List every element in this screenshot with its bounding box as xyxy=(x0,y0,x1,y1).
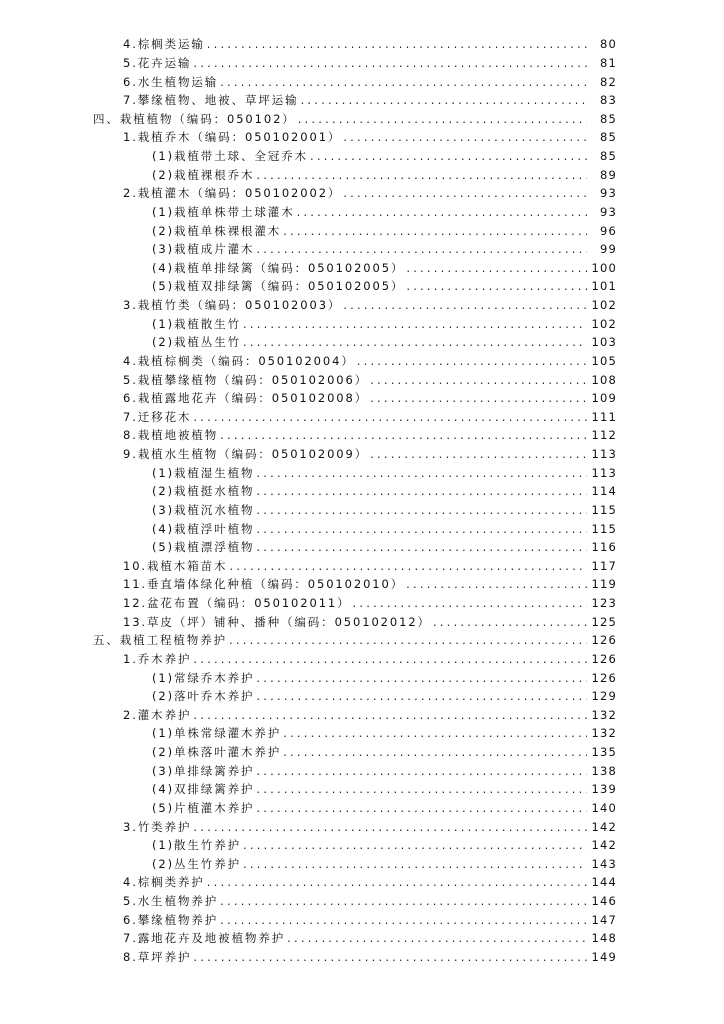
toc-entry-page-number: 140 xyxy=(591,800,617,815)
toc-entry-title: 1.栽植乔木（编码：050102001） xyxy=(123,130,342,145)
dot-leader xyxy=(241,857,587,871)
toc-entry-title: (1)栽植散生竹 xyxy=(152,316,241,331)
toc-entry-page-number: 109 xyxy=(591,391,617,406)
dot-leader xyxy=(341,130,587,144)
dot-leader xyxy=(341,186,587,200)
toc-entry-page-number: 99 xyxy=(599,242,617,257)
toc-entry[interactable] xyxy=(0,836,724,855)
toc-entry-title: 7.攀缘植物、地被、草坪运输 xyxy=(123,93,299,108)
toc-entry-page-number: 103 xyxy=(591,335,617,350)
toc-entry[interactable] xyxy=(0,333,724,352)
toc-entry-title: 5.栽植攀缘植物（编码：050102006） xyxy=(123,372,369,387)
toc-entry-title: (3)栽植沉水植物 xyxy=(152,502,255,517)
toc-entry[interactable] xyxy=(0,538,724,557)
dot-leader xyxy=(254,801,587,815)
toc-entry-title: (1)常绿乔木养护 xyxy=(152,670,255,685)
toc-entry-title: (1)栽植单株带土球灌木 xyxy=(152,204,295,219)
toc-entry[interactable] xyxy=(0,575,724,594)
dot-leader xyxy=(404,261,587,275)
dot-leader xyxy=(191,820,587,834)
toc-entry-page-number: 100 xyxy=(591,260,617,275)
toc-entry-page-number: 143 xyxy=(591,856,617,871)
toc-entry[interactable] xyxy=(0,743,724,762)
toc-entry[interactable] xyxy=(0,463,724,482)
toc-entry-page-number: 126 xyxy=(591,651,617,666)
toc-entry-title: 8.草坪养护 xyxy=(123,949,192,964)
toc-entry[interactable] xyxy=(0,314,724,333)
toc-entry[interactable] xyxy=(0,35,724,54)
toc-entry-title: (4)栽植浮叶植物 xyxy=(152,521,255,536)
toc-entry-title: 4.栽植棕榈类（编码：050102004） xyxy=(123,353,355,368)
toc-entry-title: (2)单株落叶灌木养护 xyxy=(152,745,282,760)
dot-leader xyxy=(254,764,587,778)
dot-leader xyxy=(295,205,587,219)
toc-entry-page-number: 126 xyxy=(591,670,617,685)
dot-leader xyxy=(218,428,587,442)
toc-entry-title: (1)栽植带土球、全冠乔木 xyxy=(152,149,308,164)
dot-leader xyxy=(254,671,587,685)
toc-entry[interactable] xyxy=(0,296,724,315)
toc-entry[interactable] xyxy=(0,147,724,166)
toc-entry[interactable] xyxy=(0,501,724,520)
dot-leader xyxy=(254,484,587,498)
toc-entry-page-number: 119 xyxy=(591,577,617,592)
toc-entry-page-number: 82 xyxy=(599,74,617,89)
dot-leader xyxy=(368,447,587,461)
toc-entry-title: (2)栽植单株裸根灌木 xyxy=(152,223,282,238)
toc-entry-title: 4.棕榈类运输 xyxy=(123,37,205,52)
toc-entry-title: 10.栽植木箱苗木 xyxy=(123,558,228,573)
dot-leader xyxy=(341,298,587,312)
dot-leader xyxy=(431,615,587,629)
toc-entry-page-number: 138 xyxy=(591,763,617,778)
toc-entry-title: 2.灌木养护 xyxy=(123,707,192,722)
toc-entry[interactable] xyxy=(0,631,724,650)
dot-leader xyxy=(227,633,587,647)
toc-entry-title: 2.栽植灌木（编码：050102002） xyxy=(123,186,342,201)
dot-leader xyxy=(241,838,587,852)
toc-entry[interactable] xyxy=(0,948,724,967)
toc-entry-page-number: 144 xyxy=(591,875,617,890)
toc-entry-title: (3)单排绿篱养护 xyxy=(152,763,255,778)
toc-entry-title: (5)栽植漂浮植物 xyxy=(152,540,255,555)
toc-entry-page-number: 149 xyxy=(591,949,617,964)
toc-entry-page-number: 93 xyxy=(599,186,617,201)
toc-entry-title: 4.棕榈类养护 xyxy=(123,875,205,890)
toc-entry-page-number: 105 xyxy=(591,353,617,368)
toc-entry-page-number: 113 xyxy=(591,447,617,462)
toc-entry[interactable] xyxy=(0,910,724,929)
toc-entry-page-number: 80 xyxy=(599,37,617,52)
toc-entry-title: (1)单株常绿灌木养护 xyxy=(152,726,282,741)
toc-entry-page-number: 102 xyxy=(591,298,617,313)
toc-entry-page-number: 93 xyxy=(599,204,617,219)
toc-entry-page-number: 147 xyxy=(591,912,617,927)
dot-leader xyxy=(191,56,587,70)
toc-entry-title: (4)双排绿篱养护 xyxy=(152,782,255,797)
dot-leader xyxy=(241,335,587,349)
dot-leader xyxy=(254,540,587,554)
toc-entry-page-number: 142 xyxy=(591,838,617,853)
toc-entry-title: 7.露地花卉及地被植物养护 xyxy=(123,931,286,946)
toc-entry-page-number: 85 xyxy=(599,111,617,126)
toc-entry-title: 6.水生植物运输 xyxy=(123,74,219,89)
toc-entry-title: (1)散生竹养护 xyxy=(152,838,241,853)
toc-entry-page-number: 108 xyxy=(591,372,617,387)
dot-leader xyxy=(254,242,587,256)
toc-entry-page-number: 101 xyxy=(591,279,617,294)
toc-entry[interactable] xyxy=(0,929,724,948)
toc-entry[interactable] xyxy=(0,687,724,706)
toc-entry-page-number: 81 xyxy=(599,55,617,70)
toc-entry[interactable] xyxy=(0,799,724,818)
toc-entry-title: 9.栽植水生植物（编码：050102009） xyxy=(123,447,369,462)
toc-entry-page-number: 135 xyxy=(591,745,617,760)
dot-leader xyxy=(241,317,587,331)
toc-entry-page-number: 115 xyxy=(591,502,617,517)
dot-leader xyxy=(254,168,587,182)
toc-entry[interactable] xyxy=(0,855,724,874)
toc-entry[interactable] xyxy=(0,184,724,203)
toc-entry-title: (2)栽植裸根乔木 xyxy=(152,167,255,182)
toc-entry-title: (2)落叶乔木养护 xyxy=(152,689,255,704)
dot-leader xyxy=(281,224,587,238)
dot-leader xyxy=(281,745,587,759)
toc-entry[interactable] xyxy=(0,54,724,73)
toc-entry-title: 6.攀缘植物养护 xyxy=(123,912,219,927)
dot-leader xyxy=(368,373,587,387)
toc-entry[interactable] xyxy=(0,612,724,631)
dot-leader xyxy=(355,354,587,368)
toc-entry[interactable] xyxy=(0,668,724,687)
toc-entry-page-number: 116 xyxy=(591,540,617,555)
toc-entry-page-number: 123 xyxy=(591,596,617,611)
toc-entry[interactable] xyxy=(0,408,724,427)
toc-entry[interactable] xyxy=(0,761,724,780)
toc-entry-page-number: 148 xyxy=(591,931,617,946)
toc-entry-title: 13.草皮（坪）铺种、播种（编码：050102012） xyxy=(123,614,431,629)
toc-entry-title: 5.水生植物养护 xyxy=(123,894,219,909)
toc-entry[interactable] xyxy=(0,426,724,445)
toc-entry[interactable] xyxy=(0,72,724,91)
table-of-contents xyxy=(0,35,724,966)
toc-entry[interactable] xyxy=(0,259,724,278)
dot-leader xyxy=(351,596,587,610)
toc-entry-title: (3)栽植成片灌木 xyxy=(152,242,255,257)
toc-entry-title: (5)片植灌木养护 xyxy=(152,800,255,815)
toc-entry[interactable] xyxy=(0,91,724,110)
toc-entry-page-number: 102 xyxy=(591,316,617,331)
toc-entry[interactable] xyxy=(0,817,724,836)
toc-entry-page-number: 85 xyxy=(599,130,617,145)
toc-entry-page-number: 83 xyxy=(599,93,617,108)
toc-entry-title: (2)丛生竹养护 xyxy=(152,856,241,871)
toc-entry[interactable] xyxy=(0,128,724,147)
toc-entry-page-number: 129 xyxy=(591,689,617,704)
toc-entry-page-number: 114 xyxy=(591,484,617,499)
toc-entry-title: 1.乔木养护 xyxy=(123,651,192,666)
toc-entry-page-number: 132 xyxy=(591,726,617,741)
dot-leader xyxy=(218,913,587,927)
dot-leader xyxy=(254,503,587,517)
dot-leader xyxy=(205,875,587,889)
toc-entry-page-number: 111 xyxy=(591,409,617,424)
toc-entry[interactable] xyxy=(0,110,724,129)
toc-entry[interactable] xyxy=(0,389,724,408)
toc-entry-page-number: 113 xyxy=(591,465,617,480)
toc-entry-page-number: 142 xyxy=(591,819,617,834)
toc-entry[interactable] xyxy=(0,482,724,501)
toc-entry-page-number: 96 xyxy=(599,223,617,238)
toc-entry-page-number: 146 xyxy=(591,894,617,909)
toc-entry[interactable] xyxy=(0,892,724,911)
toc-entry-title: 5.花卉运输 xyxy=(123,55,192,70)
toc-entry-title: 11.垂直墙体绿化种植（编码：050102010） xyxy=(123,577,405,592)
dot-leader xyxy=(191,950,587,964)
toc-entry-page-number: 89 xyxy=(599,167,617,182)
toc-entry-title: 3.竹类养护 xyxy=(123,819,192,834)
dot-leader xyxy=(218,75,587,89)
toc-entry-page-number: 139 xyxy=(591,782,617,797)
toc-entry-title: (1)栽植湿生植物 xyxy=(152,465,255,480)
dot-leader xyxy=(205,37,587,51)
dot-leader xyxy=(191,410,587,424)
toc-entry[interactable] xyxy=(0,277,724,296)
dot-leader xyxy=(308,149,587,163)
toc-entry-title: 6.栽植露地花卉（编码：050102008） xyxy=(123,391,369,406)
dot-leader xyxy=(254,466,587,480)
toc-entry-title: (2)栽植挺水植物 xyxy=(152,484,255,499)
toc-entry[interactable] xyxy=(0,780,724,799)
toc-entry-title: 四、栽植植物（编码：050102） xyxy=(93,111,296,126)
toc-entry[interactable] xyxy=(0,519,724,538)
toc-entry-page-number: 125 xyxy=(591,614,617,629)
dot-leader xyxy=(368,391,587,405)
toc-entry[interactable] xyxy=(0,445,724,464)
toc-entry-page-number: 85 xyxy=(599,149,617,164)
toc-entry-page-number: 117 xyxy=(591,558,617,573)
dot-leader xyxy=(254,689,587,703)
dot-leader xyxy=(218,894,587,908)
toc-entry-title: (2)栽植丛生竹 xyxy=(152,335,241,350)
dot-leader xyxy=(285,931,587,945)
toc-entry[interactable] xyxy=(0,165,724,184)
toc-entry[interactable] xyxy=(0,221,724,240)
toc-entry-title: (5)栽植双排绿篱（编码：050102005） xyxy=(152,279,405,294)
dot-leader xyxy=(404,577,587,591)
toc-entry-title: (4)栽植单排绿篱（编码：050102005） xyxy=(152,260,405,275)
toc-entry[interactable] xyxy=(0,724,724,743)
dot-leader xyxy=(296,112,587,126)
toc-entry[interactable] xyxy=(0,370,724,389)
toc-entry[interactable] xyxy=(0,594,724,613)
toc-entry-title: 12.盆花布置（编码：050102011） xyxy=(123,596,351,611)
dot-leader xyxy=(281,726,587,740)
toc-entry[interactable] xyxy=(0,557,724,576)
toc-entry-title: 3.栽植竹类（编码：050102003） xyxy=(123,298,342,313)
toc-entry-title: 7.迁移花木 xyxy=(123,409,192,424)
dot-leader xyxy=(254,522,587,536)
toc-entry[interactable] xyxy=(0,650,724,669)
toc-entry-page-number: 126 xyxy=(591,633,617,648)
toc-entry-page-number: 132 xyxy=(591,707,617,722)
dot-leader xyxy=(254,782,587,796)
toc-entry[interactable] xyxy=(0,240,724,259)
toc-entry-page-number: 112 xyxy=(591,428,617,443)
dot-leader xyxy=(227,559,587,573)
toc-entry-title: 五、栽植工程植物养护 xyxy=(93,633,227,648)
dot-leader xyxy=(299,93,587,107)
toc-entry[interactable] xyxy=(0,203,724,222)
toc-entry[interactable] xyxy=(0,352,724,371)
toc-entry[interactable] xyxy=(0,706,724,725)
dot-leader xyxy=(191,652,587,666)
dot-leader xyxy=(191,708,587,722)
dot-leader xyxy=(404,279,587,293)
toc-entry-title: 8.栽植地被植物 xyxy=(123,428,219,443)
toc-entry-page-number: 115 xyxy=(591,521,617,536)
toc-entry[interactable] xyxy=(0,873,724,892)
